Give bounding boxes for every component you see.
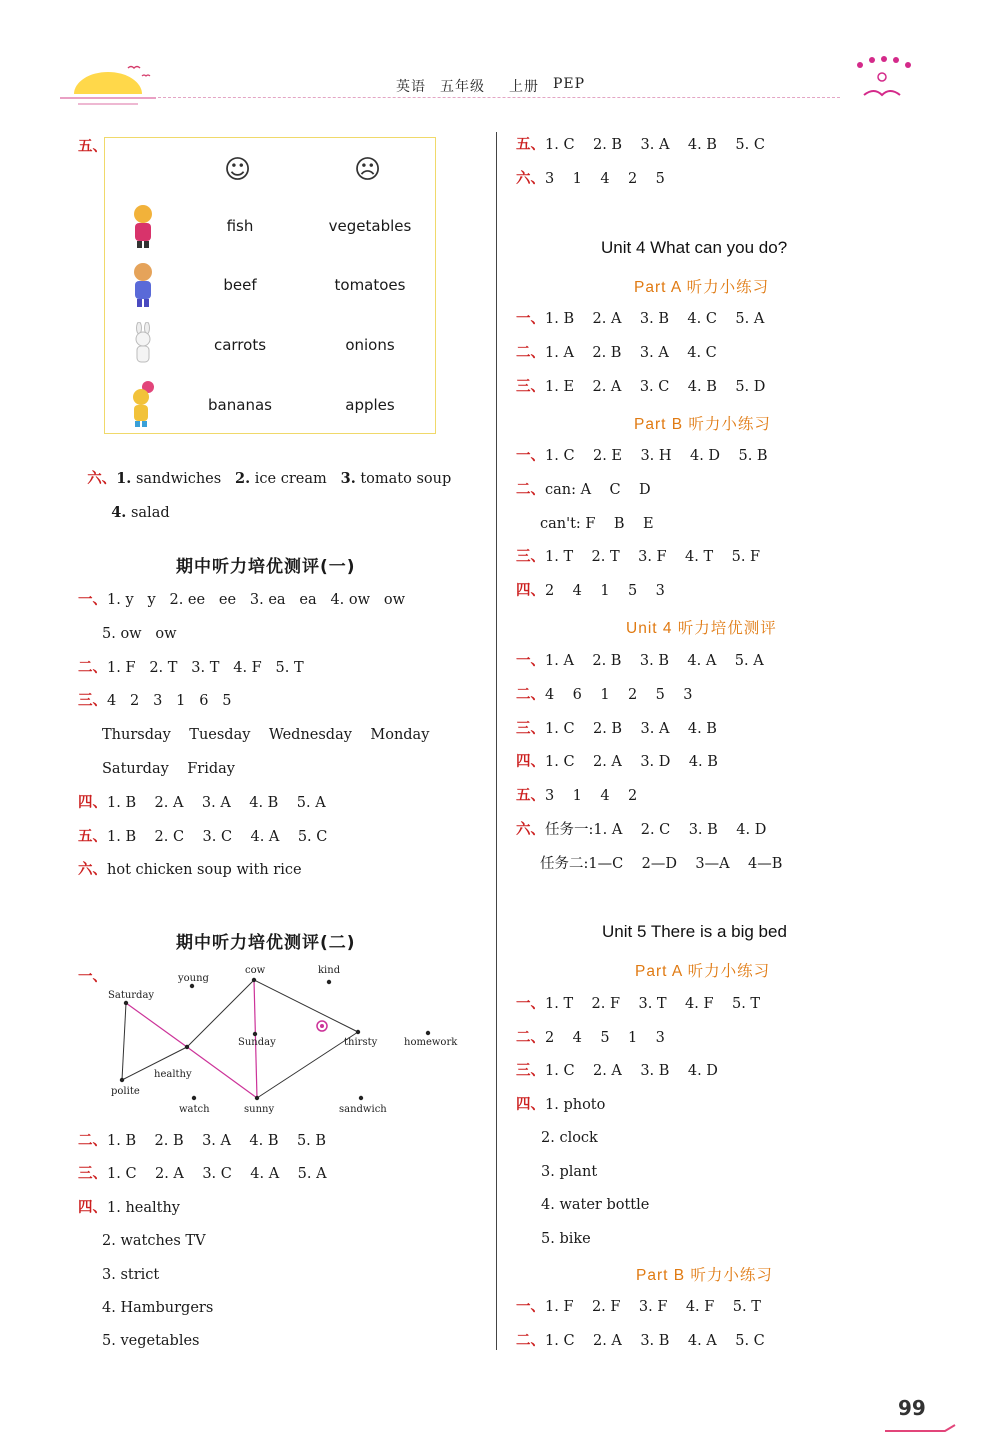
answer-line bbox=[516, 582, 665, 600]
answer-line bbox=[516, 344, 717, 362]
answer-text: 1. y y 2. ee ee 3. ea ea 4. ow ow bbox=[107, 592, 406, 608]
table-cell-apples: apples bbox=[345, 396, 395, 414]
answer-line bbox=[516, 481, 651, 499]
page-number: 99 bbox=[898, 1396, 926, 1420]
answer-text: 1. C 2. A 3. B 4. A 5. C bbox=[545, 1333, 765, 1349]
answer-text: 2. clock bbox=[541, 1130, 598, 1146]
answer-text: 2 4 5 1 3 bbox=[545, 1029, 665, 1046]
answer-text: 1. F 2. T 3. T 4. F 5. T bbox=[107, 659, 304, 676]
question-number: 五、 bbox=[78, 827, 107, 845]
answer-line bbox=[516, 1029, 665, 1047]
question-number: 六、 bbox=[78, 861, 107, 879]
answer-text: 5. ow ow bbox=[102, 625, 177, 642]
header-stars-logo bbox=[850, 55, 916, 105]
column-divider bbox=[496, 132, 497, 1350]
answer-text: 1. A 2. B 3. B 4. A 5. A bbox=[545, 653, 764, 669]
answer-line bbox=[516, 378, 765, 396]
answer-text: 4 6 1 2 5 3 bbox=[545, 686, 693, 703]
map-label-saturday: Saturday bbox=[108, 990, 155, 1001]
answer-text: 1. C 2. E 3. H 4. D 5. B bbox=[545, 448, 768, 464]
answer-line bbox=[516, 995, 760, 1013]
table-cell-beef: beef bbox=[223, 276, 257, 294]
answer-line bbox=[516, 652, 764, 670]
answer-text: 1. B 2. A 3. B 4. C 5. A bbox=[545, 311, 765, 327]
character-icon-4 bbox=[126, 380, 160, 428]
answer-line bbox=[516, 310, 764, 328]
header-rule bbox=[158, 97, 840, 98]
happy-face-icon: ☺ bbox=[224, 155, 252, 185]
table-cell-carrots: carrots bbox=[213, 336, 267, 354]
answer-text: 4 2 3 1 6 5 bbox=[107, 693, 232, 710]
character-icon-1 bbox=[128, 203, 158, 249]
left-q5-label: 五、 bbox=[78, 138, 107, 155]
map-label-young: young bbox=[178, 973, 209, 984]
header-edition: PEP bbox=[553, 76, 586, 92]
table-cell-onions: onions bbox=[345, 336, 395, 354]
answer-line bbox=[78, 659, 304, 677]
answer-text: 1. C 2. B 3. A 4. B bbox=[545, 720, 717, 737]
question-number: 四、 bbox=[78, 793, 107, 811]
answer-line bbox=[516, 136, 765, 154]
answer-line bbox=[102, 1332, 200, 1350]
answer-line bbox=[78, 861, 302, 879]
answer-line bbox=[516, 821, 766, 839]
answer-line bbox=[516, 548, 760, 566]
question-number: 六、 bbox=[516, 821, 545, 838]
answer-line bbox=[516, 447, 768, 465]
answer-line bbox=[540, 515, 654, 533]
answer-line bbox=[102, 625, 177, 643]
table-cell-tomatoes: tomatoes bbox=[334, 276, 406, 294]
header-volume: 上册 bbox=[509, 79, 539, 95]
answer-line bbox=[540, 855, 782, 873]
answer-text: 1. B 2. B 3. A 4. B 5. B bbox=[107, 1133, 327, 1149]
question-number: 二、 bbox=[516, 1332, 545, 1349]
answer-text: 1. C 2. A 3. C 4. A 5. A bbox=[107, 1166, 327, 1183]
unit4-title: Unit 4 What can you do? bbox=[601, 238, 788, 257]
question-number: 一、 bbox=[516, 652, 545, 669]
map-label-homework: homework bbox=[404, 1037, 458, 1048]
answer-line bbox=[102, 1299, 213, 1317]
question-number: 一、 bbox=[516, 310, 545, 327]
answer-text: can't: F B E bbox=[540, 515, 654, 532]
answer-line bbox=[516, 787, 637, 805]
answer-text: 1. healthy bbox=[107, 1199, 181, 1216]
answer-text: 任务一:1. A 2. C 3. B 4. D bbox=[545, 822, 767, 838]
question-number: 四、 bbox=[516, 753, 545, 771]
answer-line bbox=[78, 794, 326, 812]
unit5-partA-title: Part A 听力小练习 bbox=[635, 963, 771, 980]
question-number: 三、 bbox=[78, 692, 107, 710]
map-label-polite: polite bbox=[111, 1086, 140, 1097]
answer-text: 1. T 2. T 3. F 4. T 5. F bbox=[545, 549, 761, 566]
answer-line bbox=[541, 1196, 649, 1214]
answer-line bbox=[516, 720, 717, 738]
map-label-sandwich: sandwich bbox=[339, 1104, 387, 1115]
answer-text: 1. C 2. A 3. D 4. B bbox=[545, 754, 718, 771]
answer-text: 任务二:1—C 2—D 3—A 4—B bbox=[540, 855, 783, 872]
unit5-title: Unit 5 There is a big bed bbox=[602, 922, 787, 941]
question-number: 四、 bbox=[516, 1095, 545, 1113]
midterm2-q1-label: 一、 bbox=[78, 968, 107, 985]
question-number: 五、 bbox=[516, 787, 545, 805]
left-q6-label: 六、 bbox=[87, 470, 117, 487]
table-cell-bananas: bananas bbox=[208, 396, 272, 414]
answer-text: 1. photo bbox=[545, 1096, 606, 1113]
header-subject: 英语 bbox=[396, 79, 426, 95]
answer-text: can: A C D bbox=[545, 481, 651, 498]
answer-line bbox=[102, 1266, 159, 1284]
answer-line bbox=[78, 1199, 180, 1217]
question-number: 四、 bbox=[78, 1198, 107, 1216]
question-number: 五、 bbox=[516, 136, 545, 153]
answer-line bbox=[516, 1096, 605, 1114]
character-icon-2 bbox=[128, 261, 158, 309]
answer-text: 2 4 1 5 3 bbox=[545, 583, 665, 600]
answer-line bbox=[516, 170, 665, 188]
answer-text: 1. T 2. F 3. T 4. F 5. T bbox=[545, 996, 761, 1012]
sad-face-icon: ☹ bbox=[354, 155, 382, 185]
answer-text: Thursday Tuesday Wednesday Monday bbox=[102, 727, 430, 744]
answer-text: 1. C 2. B 3. A 4. B 5. C bbox=[545, 137, 765, 153]
table-cell-fish: fish bbox=[226, 217, 254, 235]
answer-line bbox=[102, 726, 429, 744]
answer-line bbox=[541, 1230, 591, 1248]
unit4-test-title: Unit 4 听力培优测评 bbox=[626, 620, 777, 637]
question-number: 四、 bbox=[516, 582, 545, 600]
answer-line bbox=[541, 1129, 598, 1147]
answer-line bbox=[516, 1332, 765, 1350]
map-label-cow: cow bbox=[245, 965, 266, 976]
answer-line bbox=[516, 686, 693, 704]
answer-line bbox=[78, 692, 232, 710]
question-number: 一、 bbox=[516, 995, 545, 1012]
unit4-partA-title: Part A 听力小练习 bbox=[634, 279, 770, 296]
midterm2-title: 期中听力培优测评(二) bbox=[176, 933, 356, 953]
answer-text: 5. vegetables bbox=[102, 1333, 200, 1350]
answer-text: 3 1 4 2 5 bbox=[545, 171, 665, 187]
unit5-partB-title: Part B 听力小练习 bbox=[636, 1267, 773, 1284]
question-number: 三、 bbox=[516, 719, 545, 737]
answer-text: 1. B 2. A 3. A 4. B 5. A bbox=[107, 794, 326, 811]
answer-text: 5. bike bbox=[541, 1230, 591, 1247]
answer-text: hot chicken soup with rice bbox=[107, 862, 302, 879]
header-grade: 五年级 bbox=[440, 79, 485, 95]
map-label-watch: watch bbox=[179, 1104, 210, 1115]
answer-text: 2. watches TV bbox=[102, 1233, 206, 1250]
answer-text: 3 1 4 2 bbox=[545, 788, 638, 805]
answer-line bbox=[78, 1165, 327, 1183]
question-number: 二、 bbox=[78, 1132, 107, 1149]
left-q6-line2: 4. salad bbox=[111, 504, 170, 521]
answer-text: Saturday Friday bbox=[102, 761, 235, 777]
answer-line bbox=[78, 1132, 326, 1150]
question-number: 二、 bbox=[516, 480, 545, 498]
question-number: 二、 bbox=[516, 1028, 545, 1046]
answer-text: 4. Hamburgers bbox=[102, 1300, 214, 1316]
answer-line bbox=[102, 760, 235, 778]
question-number: 二、 bbox=[78, 658, 107, 676]
question-number: 三、 bbox=[516, 378, 545, 395]
answer-line bbox=[102, 1232, 206, 1250]
question-number: 三、 bbox=[516, 1062, 545, 1079]
question-number: 六、 bbox=[516, 170, 545, 187]
answer-line bbox=[78, 828, 327, 846]
midterm1-title: 期中听力培优测评(一) bbox=[176, 557, 356, 577]
answer-text: 4. water bottle bbox=[541, 1197, 650, 1213]
unit4-partB-title: Part B 听力小练习 bbox=[634, 416, 771, 433]
answer-line bbox=[78, 591, 405, 609]
answer-text: 3. strict bbox=[102, 1266, 160, 1283]
table-cell-vegetables: vegetables bbox=[328, 217, 412, 235]
answer-line bbox=[516, 1062, 718, 1080]
map-label-thirsty: thirsty bbox=[344, 1037, 378, 1048]
answer-text: 1. A 2. B 3. A 4. C bbox=[545, 345, 717, 361]
answer-text: 1. E 2. A 3. C 4. B 5. D bbox=[545, 379, 766, 395]
header-logo-sun bbox=[58, 60, 158, 110]
question-number: 二、 bbox=[516, 685, 545, 703]
map-label-sunny: sunny bbox=[244, 1104, 275, 1115]
answer-line bbox=[541, 1163, 597, 1181]
question-number: 一、 bbox=[78, 591, 107, 608]
question-number: 一、 bbox=[516, 1298, 545, 1315]
question-number: 三、 bbox=[78, 1165, 107, 1183]
map-label-healthy: healthy bbox=[154, 1069, 192, 1080]
map-label-kind: kind bbox=[318, 965, 341, 976]
left-q6-line1: 六、1. sandwiches 2. ice cream 3. tomato soup bbox=[87, 470, 452, 487]
question-number: 一、 bbox=[516, 447, 545, 464]
map-label-sunday: Sunday bbox=[238, 1037, 276, 1048]
footer-decoration bbox=[885, 1418, 965, 1428]
answer-line bbox=[516, 1298, 761, 1316]
answer-text: 1. B 2. C 3. C 4. A 5. C bbox=[107, 828, 328, 845]
answer-text: 1. F 2. F 3. F 4. F 5. T bbox=[545, 1299, 761, 1315]
answer-line bbox=[516, 753, 718, 771]
question-number: 三、 bbox=[516, 548, 545, 566]
answer-text: 1. C 2. A 3. B 4. D bbox=[545, 1063, 718, 1079]
question-number: 二、 bbox=[516, 344, 545, 361]
character-icon-3 bbox=[128, 322, 158, 370]
answer-text: 3. plant bbox=[541, 1163, 598, 1180]
